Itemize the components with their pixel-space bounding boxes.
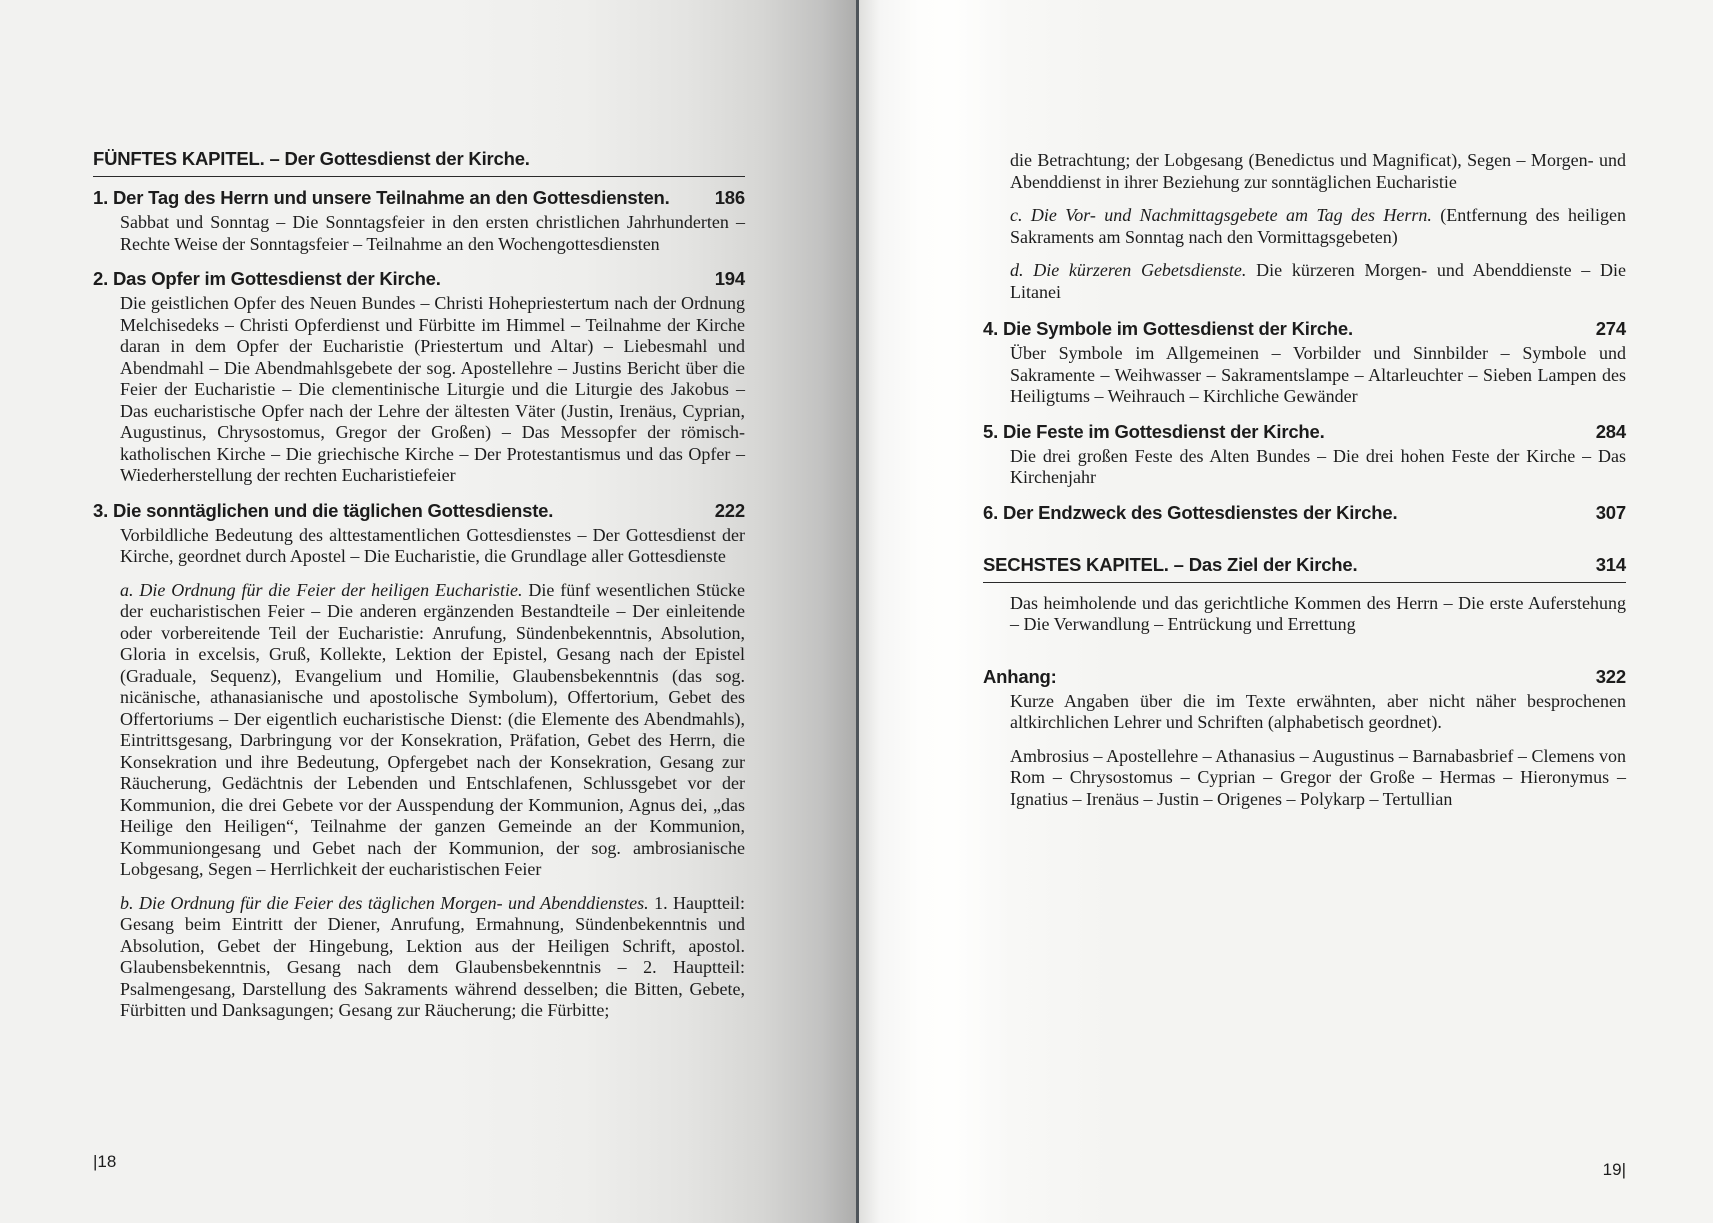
toc-subentry-continuation: die Betrachtung; der Lobgesang (Benedictus und Magnificat), Segen – Morgen- und Abenddienst in ihrer Beziehung zur sonntäglichen Eucharistie <box>1010 150 1626 192</box>
toc-entry-label: 2. Das Opfer im Gottesdienst der Kirche. <box>93 268 441 289</box>
toc-subentry-b <box>120 893 745 1022</box>
toc-entry-head <box>93 268 745 290</box>
toc-entry-summary: Über Symbole im Allgemeinen – Vorbilder und Sinnbilder – Symbole und Sakramente – Weihwasser – Sakramentslampe – Altarleuchter – Sieben Lampen des Heiligtums – Weihrauch – Kirchliche Gewänder <box>1010 343 1626 406</box>
toc-entry <box>983 421 1626 489</box>
toc-subentry-text: (Entfernung des heiligen Sakraments am Sonntag nach den Vormittagsgebeten) <box>1010 205 1627 247</box>
appendix-summary: Kurze Angaben über die im Texte erwähnten, aber nicht näher besprochenen altkirchlichen Lehrer und Schriften (alphabetisch geordnet). <box>1010 690 1626 732</box>
toc-entry <box>93 268 745 487</box>
toc-entry-head <box>983 502 1626 524</box>
toc-entry-page-number: 284 <box>1595 420 1626 442</box>
toc-subentry-text: Die kürzeren Morgen- und Abenddienste – Die Litanei <box>1010 260 1626 302</box>
right-page-content <box>983 148 1626 823</box>
toc-entry-head <box>983 318 1626 340</box>
toc-entry <box>983 318 1626 408</box>
chapter-title: SECHSTES KAPITEL. – Das Ziel der Kirche. <box>983 553 1358 575</box>
toc-entry-page-number: 307 <box>1595 501 1626 523</box>
appendix-head <box>983 666 1626 688</box>
left-page-folio: |18 <box>93 1152 117 1171</box>
toc-subentry-text: 1. Hauptteil: Gesang beim Eintritt der Diener, Anrufung, Ermahnung, Sündenbekenntnis und Absolution, Gebet der Hingebung, Lektion aus der Heiligen Schrift, apostol. Glaubensbekenntnis, Gesang nach dem Glaubensbekenntnis – 2. Hauptteil: Psalmengesang, Darstellung des Sakraments während desselben; die Bitten, Gebete, Fürbitten und Danksagungen; Gesang zur Räucherung; die Fürbitte; <box>120 892 746 1020</box>
toc-entry-label: 6. Der Endzweck des Gottesdienstes der Kirche. <box>983 501 1398 523</box>
appendix-label: Anhang: <box>983 665 1057 687</box>
toc-subentry-d <box>1010 260 1626 303</box>
toc-entry-summary: Die drei großen Feste des Alten Bundes – Die drei hohen Feste der Kirche – Das Kirchenjahr <box>1010 445 1626 487</box>
appendix-page-number: 322 <box>1595 665 1626 687</box>
right-page-folio: 19| <box>1602 1160 1626 1179</box>
toc-subentry-lead: a. Die Ordnung für die Feier der heiligen Eucharistie. <box>120 579 523 600</box>
chapter-heading-row <box>93 148 745 177</box>
toc-entry-label: 5. Die Feste im Gottesdienst der Kirche. <box>983 420 1325 442</box>
appendix-entry <box>983 666 1626 811</box>
toc-entry <box>93 187 745 255</box>
left-page-content <box>93 148 745 1035</box>
toc-entry-page-number: 194 <box>714 268 745 289</box>
toc-entry <box>93 500 745 1022</box>
toc-subentry-lead: c. Die Vor- und Nachmittagsgebete am Tag des Herrn. <box>1010 205 1432 225</box>
toc-entry-summary: Sabbat und Sonntag – Die Sonntagsfeier in den ersten christlichen Jahrhunderten – Rechte Weise der Sonntagsfeier – Teilnahme an den Wochengottesdiensten <box>120 212 745 254</box>
chapter-summary: Das heimholende und das gerichtliche Kommen des Herrn – Die erste Auferstehung – Die Verwandlung – Entrückung und Errettung <box>1010 592 1626 634</box>
toc-entry-summary: Vorbildliche Bedeutung des alttestamentlichen Gottesdienstes – Der Gottesdienst der Kirche, geordnet durch Apostel – Die Eucharistie, die Grundlage aller Gottesdienste <box>120 524 745 566</box>
toc-entry-summary: Die geistlichen Opfer des Neuen Bundes – Christi Hohepriestertum nach der Ordnung Melchisedeks – Christi Opferdienst und Fürbitte im Himmel – Teilnahme der Kirche daran in dem Opfer der Eucharistie (Priestertum und Altar) – Liebesmahl und Abendmahl – Die Abendmahlsgebete der sog. Apostellehre – Justins Bericht über die Feier der Eucharistie – Die clementinische Liturgie und die Liturgie des Jakobus – Das eucharistische Opfer nach der Lehre der ältesten Väter (Justin, Irenäus, Cyprian, Augustinus, Chrysostomus, Gregor der Großen) – Das Messopfer der römisch-katholischen Kirche – Die griechische Kirche – Der Protestantismus und das Opfer – Wiederherstellung der rechten Eucharistiefeier <box>120 293 745 485</box>
toc-subentry-lead: d. Die kürzeren Gebetsdienste. <box>1010 260 1247 280</box>
chapter-heading-row <box>983 554 1626 583</box>
toc-entry-label: 1. Der Tag des Herrn und unsere Teilnahme an den Gottesdiensten. <box>93 187 670 208</box>
toc-subentry-lead: b. Die Ordnung für die Feier des täglichen Morgen- und Abenddienstes. <box>120 892 649 913</box>
toc-entry-page-number: 186 <box>714 187 745 208</box>
toc-entry-head <box>983 421 1626 443</box>
toc-entry-label: 3. Die sonntäglichen und die täglichen Gottesdienste. <box>93 499 554 521</box>
chapter-page-number: 314 <box>1595 553 1626 575</box>
toc-subentry-text: Die fünf wesentlichen Stücke der eucharistischen Feier – Die anderen ergänzenden Bestandteile – Der einleitende oder vorbereitende Teil der Eucharistie: Anrufung, Sündenbekenntnis, Absolution, Gloria in excelsis, Gruß, Kollekte, Lektion der Epistel, Gesang nach der Epistel (Graduale, Sequenz), Evangelium und Homilie, Glaubensbekenntnis (das sog. nicänische, athanasianische und apostolische Symbolum), Offertorium, Gebet des Offertoriums – Der eigentlich eucharistische Dienst: (die Elemente des Abendmahls), Eintrittsgesang, Darbringung vor der Konsekration, Präfation, Gebet des Herrn, die Konsekration und ihre Bedeutung, Opfergebet nach der Konsekration, Gesang zur Räucherung, Gedächtnis der Lebenden und Entschlafenen, Schlussgebet vor der Kommunion, die drei Gebete vor der Ausspendung der Kommunion, Agnus dei, „das Heilige den Heiligen“, Teilnahme der ganzen Gemeinde an der Kommunion, Kommuniongesang und Gebet nach der Kommunion, der sog. ambrosianische Lobgesang, Segen – Herrlichkeit der eucharistischen Feier <box>120 579 745 879</box>
appendix-name-list: Ambrosius – Apostellehre – Athanasius – Augustinus – Barnabasbrief – Clemens von Rom – Chrysostomus – Cyprian – Gregor der Große – Hermas – Hieronymus – Ignatius – Irenäus – Justin – Origenes – Polykarp – Tertullian <box>1010 745 1626 809</box>
toc-entry-page-number: 274 <box>1595 318 1626 339</box>
toc-entry-head <box>93 187 745 209</box>
toc-entry <box>983 502 1626 524</box>
toc-entry-head <box>93 500 745 522</box>
toc-subentry-c <box>1010 205 1626 248</box>
toc-entry-page-number: 222 <box>714 499 745 521</box>
toc-subentry-a <box>120 580 745 881</box>
chapter-title: FÜNFTES KAPITEL. – Der Gottesdienst der Kirche. <box>93 148 530 169</box>
toc-entry-label: 4. Die Symbole im Gottesdienst der Kirche. <box>983 318 1353 339</box>
